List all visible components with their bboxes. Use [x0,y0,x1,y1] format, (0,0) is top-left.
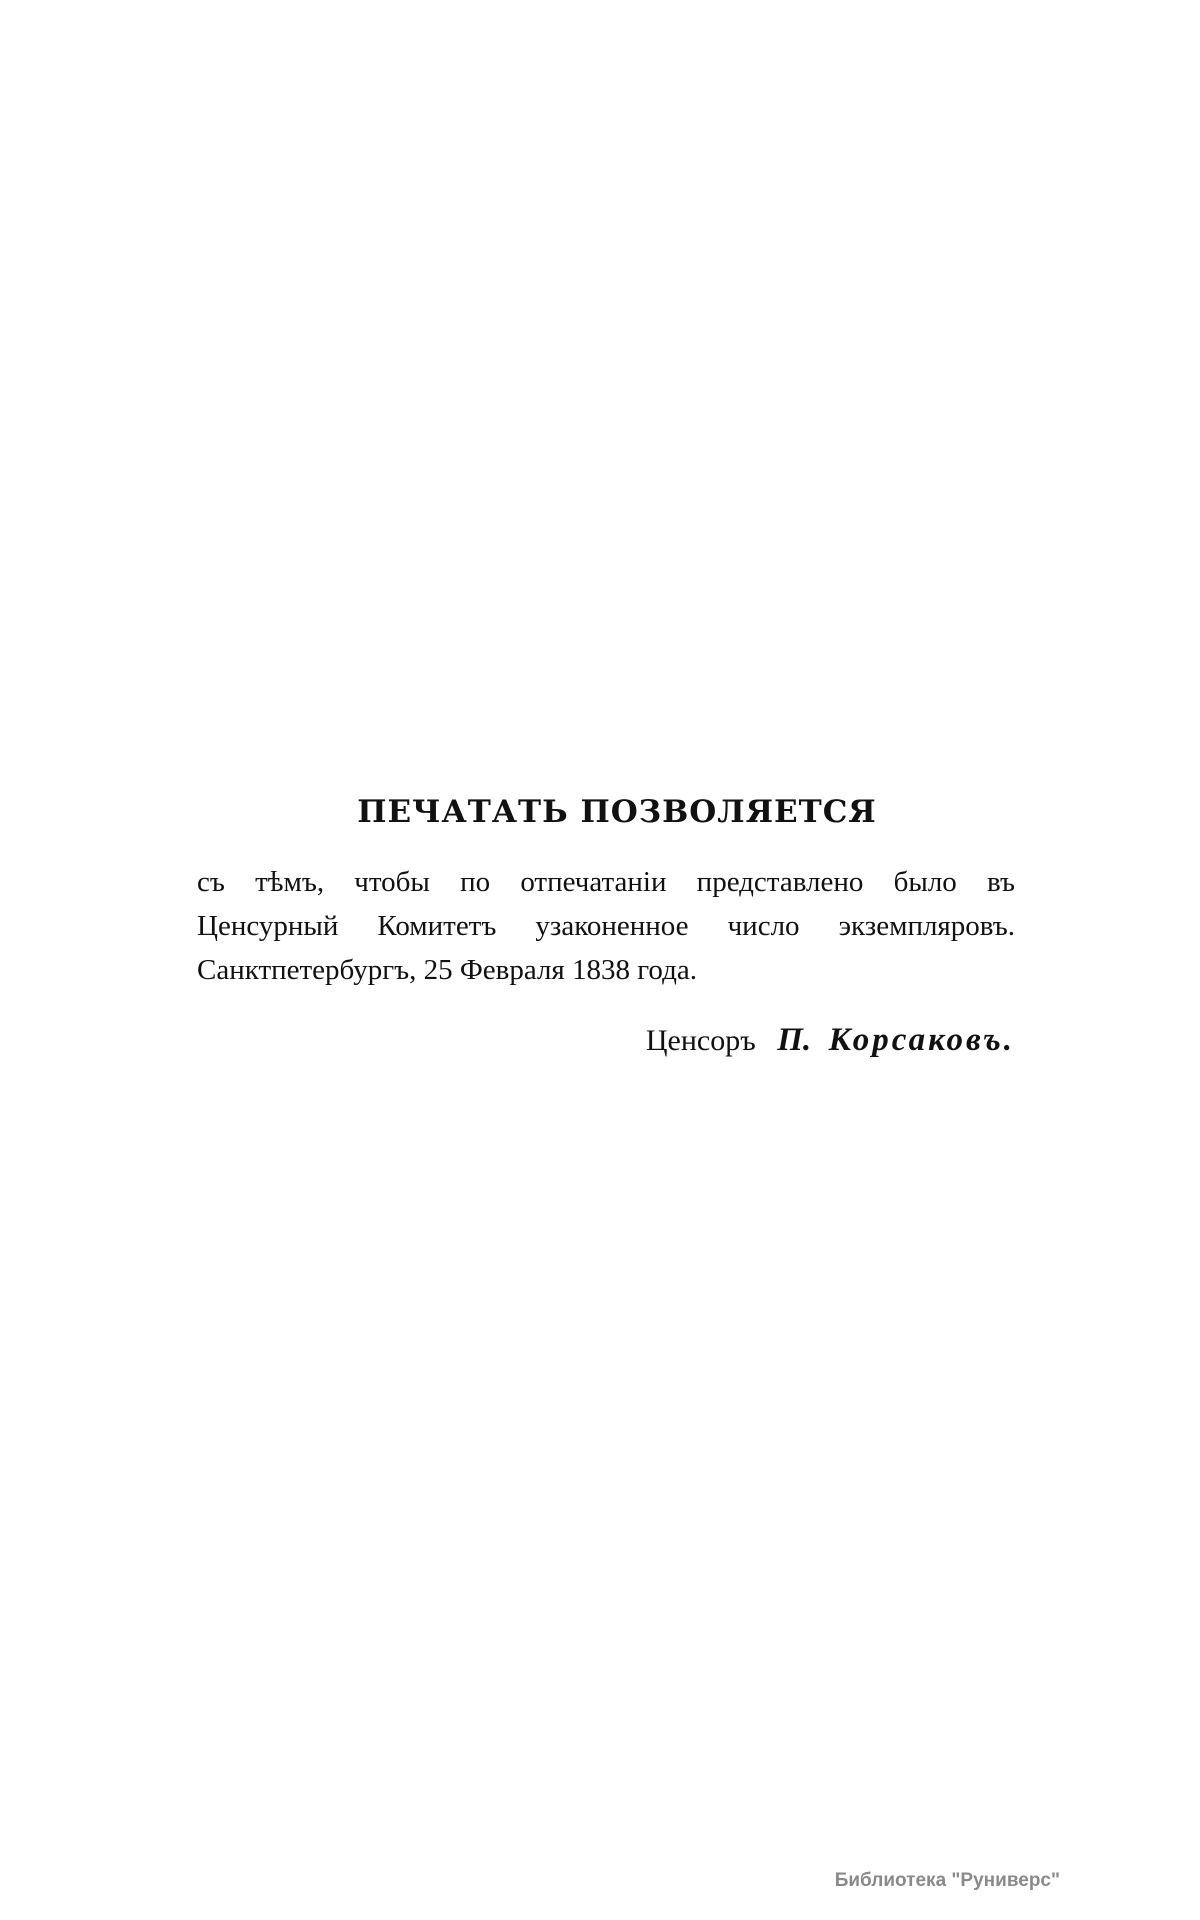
word: Комитетъ [377,910,497,942]
permission-line-2 [197,904,1015,948]
library-watermark: Библиотека "Руниверс" [834,1870,1060,1891]
permission-date-line: Санктпетербургъ, 25 Февраля 1838 года. [197,954,697,986]
word: тѣмъ, [255,866,325,898]
word: чтобы [354,866,430,898]
censorship-permission [197,792,1015,1063]
word: въ [986,866,1015,898]
permission-line-1 [197,860,1015,904]
word: узаконенное [535,910,689,942]
word: отпечатаніи [520,866,667,898]
censor-surname: Корсаковъ. [828,1022,1015,1058]
censor-title: Ценсоръ [645,1024,756,1057]
word: было [893,866,957,898]
word: съ [197,866,225,898]
word: экземпляровъ. [838,910,1015,942]
word: представлено [696,866,864,898]
word: по [460,866,491,898]
permission-heading: ПЕЧАТАТЬ ПОЗВОЛЯЕТСЯ [357,794,877,830]
word: число [727,910,800,942]
word: Ценсурный [197,910,339,942]
censor-signature [197,1018,1015,1063]
censor-initial: П. [777,1022,812,1058]
